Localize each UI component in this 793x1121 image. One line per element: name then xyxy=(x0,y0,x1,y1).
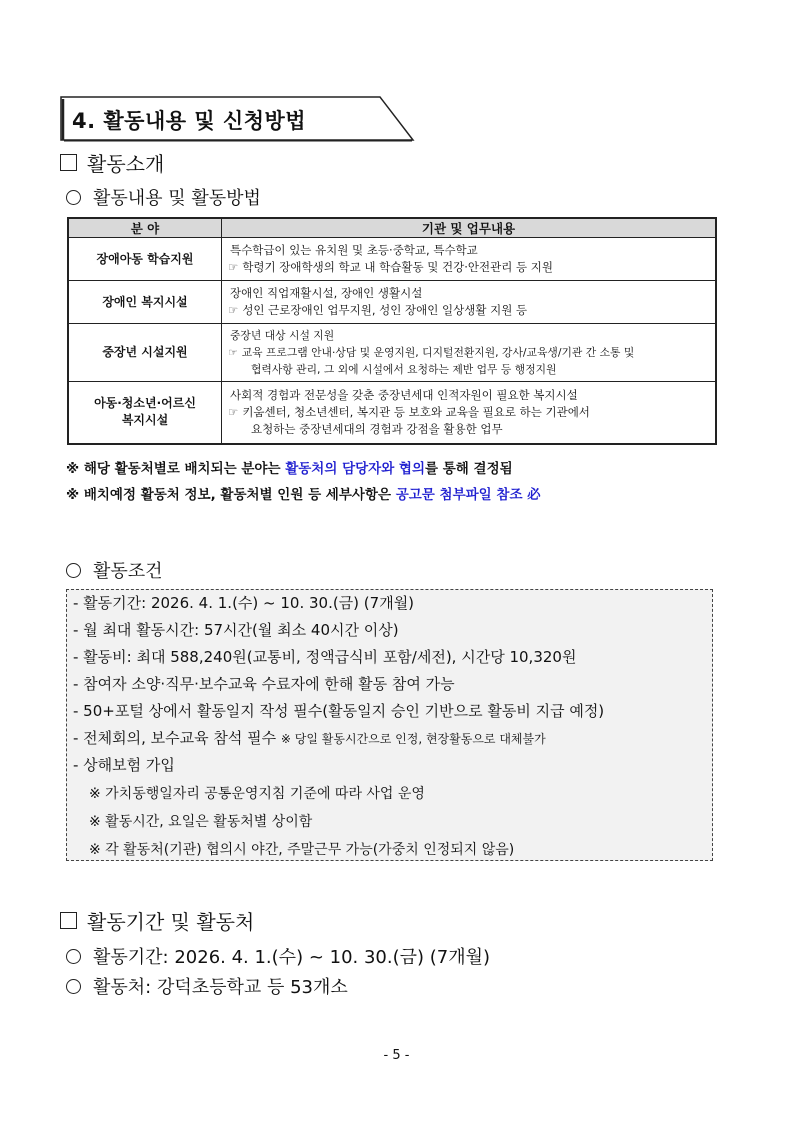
table-header-content: 기관 및 업무내용 xyxy=(222,218,717,238)
table-row xyxy=(68,324,716,382)
circle-bullet-icon xyxy=(66,190,81,205)
pointing-hand-icon: ☞ xyxy=(228,260,239,274)
page-number: - 5 - xyxy=(383,1048,410,1063)
section-heading xyxy=(60,96,414,142)
details-note xyxy=(66,483,541,503)
table-header-row xyxy=(68,218,716,238)
note-text: ※ 해당 활동처별로 배치되는 분야는 xyxy=(66,461,286,477)
field-line: 아동·청소년·어르신 xyxy=(94,396,196,411)
content-line: 중장년 대상 시설 지원 xyxy=(230,329,335,342)
field-cell xyxy=(68,382,222,444)
overview-subheading-text: 활동내용 및 활동방법 xyxy=(93,188,261,209)
square-bullet-icon xyxy=(60,912,77,929)
table-row xyxy=(68,238,716,281)
content-line: 요청하는 중장년세대의 경험과 강점을 활용한 업무 xyxy=(251,421,503,436)
overview-heading-text: 활동소개 xyxy=(87,152,165,176)
condition-reference: ※ 활동시간, 요일은 활동처별 상이함 xyxy=(89,814,313,830)
conditions-subheading xyxy=(66,557,163,583)
circle-bullet-icon xyxy=(66,949,81,964)
condition-reference: ※ 가치동행일자리 공통운영지침 기준에 따라 사업 운영 xyxy=(89,786,425,802)
table-row xyxy=(68,281,716,324)
note-text: 를 통해 결정됨 xyxy=(425,461,513,477)
pointing-hand-icon: ☞ xyxy=(228,303,239,317)
note-text: ※ 배치예정 활동처 정보, 활동처별 인원 등 세부사항은 xyxy=(66,487,396,503)
note-highlight: 공고문 첨부파일 참조 必 xyxy=(395,487,541,503)
overview-heading xyxy=(60,148,164,177)
condition-item: - 50+포털 상에서 활동일지 작성 필수(활동일지 승인 기반으로 활동비 지급 예정) xyxy=(73,702,605,720)
condition-reference: ※ 각 활동처(기관) 협의시 야간, 주말근무 가능(가중치 인정되지 않음) xyxy=(89,842,515,858)
table-row xyxy=(68,382,716,444)
note-highlight: 활동처의 담당자와 협의 xyxy=(285,461,426,477)
content-line: 교육 프로그램 안내·상담 및 운영지원, 디지털전환지원, 강사/교육생/기관 간 소통 및 xyxy=(241,346,635,359)
location-item-text: 활동처: 강덕초등학교 등 53개소 xyxy=(93,977,348,998)
activity-fields-table xyxy=(67,217,717,445)
content-cell xyxy=(222,281,717,324)
section-title: 4. 활동내용 및 신청방법 xyxy=(72,109,307,133)
condition-item-note: ※ 당일 활동시간으로 인정, 현장활동으로 대체불가 xyxy=(280,732,546,746)
content-line: 특수학급이 있는 유치원 및 초등·중학교, 특수학교 xyxy=(230,243,478,257)
content-line: 장애인 직업재활시설, 장애인 생활시설 xyxy=(230,286,423,300)
table-header-field: 분 야 xyxy=(68,218,222,238)
conditions-subheading-text: 활동조건 xyxy=(93,561,163,582)
field-cell: 장애인 복지시설 xyxy=(68,281,222,324)
content-line: 성인 근로장애인 업무지원, 성인 장애인 일상생활 지원 등 xyxy=(242,303,528,317)
location-item xyxy=(66,973,348,999)
condition-item-text: - 전체회의, 보수교육 참석 필수 xyxy=(73,729,277,747)
content-line: 사회적 경험과 전문성을 갖춘 중장년세대 인적자원이 필요한 복지시설 xyxy=(230,387,578,402)
content-line: 키움센터, 청소년센터, 복지관 등 보호와 교육을 필요로 하는 기관에서 xyxy=(242,404,590,419)
period-heading xyxy=(60,906,254,935)
conditions-box xyxy=(66,589,713,861)
content-cell xyxy=(222,382,717,444)
field-cell: 장애아동 학습지원 xyxy=(68,238,222,281)
overview-subheading xyxy=(66,184,261,210)
pointing-hand-icon: ☞ xyxy=(228,404,239,419)
square-bullet-icon xyxy=(60,154,77,171)
condition-item: - 활동기간: 2026. 4. 1.(수) ~ 10. 30.(금) (7개월) xyxy=(73,594,415,612)
content-line: 학령기 장애학생의 학교 내 학습활동 및 건강·안전관리 등 지원 xyxy=(242,260,553,274)
period-heading-text: 활동기간 및 활동처 xyxy=(87,910,255,934)
content-cell xyxy=(222,238,717,281)
condition-item xyxy=(73,727,546,748)
condition-item: - 상해보험 가입 xyxy=(73,756,175,774)
condition-item: - 활동비: 최대 588,240원(교통비, 정액급식비 포함/세전), 시간당 10,320원 xyxy=(73,648,577,666)
circle-bullet-icon xyxy=(66,563,81,578)
condition-item: - 참여자 소양·직무·보수교육 수료자에 한해 활동 참여 가능 xyxy=(73,675,455,693)
circle-bullet-icon xyxy=(66,979,81,994)
pointing-hand-icon: ☞ xyxy=(228,346,238,359)
content-cell xyxy=(222,324,717,382)
field-line: 복지시설 xyxy=(121,413,169,428)
period-item-text: 활동기간: 2026. 4. 1.(수) ~ 10. 30.(금) (7개월) xyxy=(93,947,491,968)
content-line: 협력사항 관리, 그 외에 시설에서 요청하는 제반 업무 등 행정지원 xyxy=(251,363,557,376)
placement-note xyxy=(66,457,513,477)
period-item xyxy=(66,943,490,969)
field-cell: 중장년 시설지원 xyxy=(68,324,222,382)
condition-item: - 월 최대 활동시간: 57시간(월 최소 40시간 이상) xyxy=(73,621,399,639)
